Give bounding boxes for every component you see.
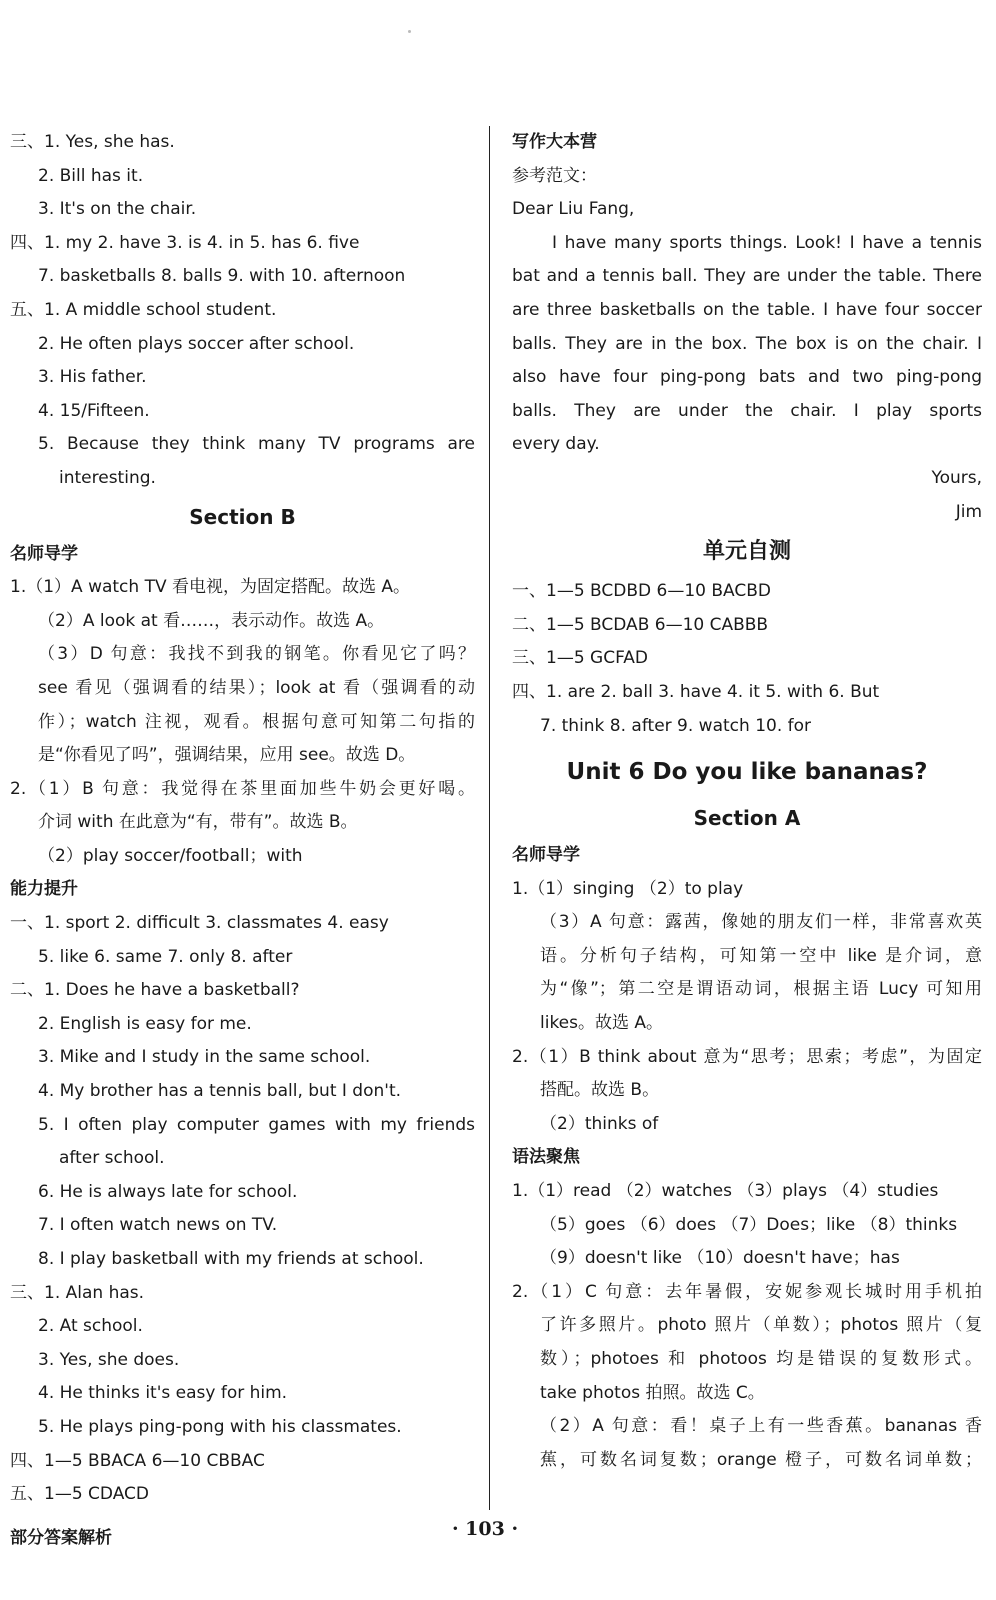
answer-line: take photos 拍照。故选 C。 xyxy=(540,1382,765,1403)
answer-line: 介词 with 在此意为“有，带有”。故选 B。 xyxy=(38,812,358,833)
answer-line: 4. My brother has a tennis ball, but I don't. xyxy=(38,1081,402,1102)
sample-label: 参考范文： xyxy=(512,165,597,186)
section-a-title: Section A xyxy=(693,806,801,831)
letter-line: every day. xyxy=(512,434,600,455)
answer-line: 三、1. Yes, she has. xyxy=(10,132,175,152)
letter-line: I have many sports things. Look! I have a tennis xyxy=(552,232,982,253)
answer-line: 3. His father. xyxy=(38,367,147,388)
scan-speck xyxy=(408,30,411,33)
answer-line: （3）D 句意：我找不到我的钢笔。你看见它了吗？ xyxy=(38,644,475,665)
answer-line: 能力提升 xyxy=(10,879,78,900)
answer-line: 语法聚焦 xyxy=(512,1147,580,1168)
footer-label: 部分答案解析 xyxy=(10,1528,112,1548)
answer-line: 数）；photoes 和 photoos 均是错误的复数形式。 xyxy=(540,1349,982,1369)
answer-line: 2. He often plays soccer after school. xyxy=(38,333,355,354)
answer-line: 语。分析句子结构，可知第一空中 like 是介词，意 xyxy=(540,945,982,966)
answer-line: 四、1. my 2. have 3. is 4. in 5. has 6. five xyxy=(10,232,360,253)
unit-test-answers xyxy=(512,575,982,743)
unit6-title: Unit 6 Do you like bananas? xyxy=(566,759,928,786)
answer-line: 二、1. Does he have a basketball? xyxy=(10,980,300,1001)
answer-line: 7. think 8. after 9. watch 10. for xyxy=(540,715,812,736)
answer-line: 搭配。故选 B。 xyxy=(540,1080,660,1101)
answer-line: 四、1—5 BBACA 6—10 CBBAC xyxy=(10,1450,265,1471)
unit5-section-a-answers xyxy=(10,126,475,496)
answer-line: 2.（1）B think about 意为“思考；思索；考虑”，为固定 xyxy=(512,1046,982,1067)
right-column xyxy=(512,126,982,1477)
answer-line: （5）goes （6）does （7）Does；like （8）thinks xyxy=(540,1214,958,1235)
answer-line: 作）；watch 注视，观看。根据句意可知第二句指的 xyxy=(38,711,475,732)
answer-line: 2. Bill has it. xyxy=(38,165,144,186)
page-number: · 103 · xyxy=(451,1518,519,1540)
answer-line: 三、1. Alan has. xyxy=(10,1282,145,1303)
answer-line: 1.（1）singing （2）to play xyxy=(512,878,744,899)
answer-line: 3. Yes, she does. xyxy=(38,1349,180,1370)
unit-test-title: 单元自测 xyxy=(702,539,791,565)
answer-line: 1.（1）read （2）watches （3）plays （4）studies xyxy=(512,1181,939,1202)
answer-line: 5. Because they think many TV programs are xyxy=(38,434,475,455)
section-b-answers xyxy=(10,538,475,1512)
section-b-title: Section B xyxy=(189,504,296,529)
answer-line: （2）play soccer/football；with xyxy=(38,845,303,866)
answer-line: 四、1. are 2. ball 3. have 4. it 5. with 6. But xyxy=(512,681,880,702)
answer-line: after school. xyxy=(59,1148,165,1169)
answer-line: 3. Mike and I study in the same school. xyxy=(38,1047,371,1068)
answer-line: （2）A 句意：看！桌子上有一些香蕉。bananas 香 xyxy=(540,1416,982,1437)
answer-line: 2. English is easy for me. xyxy=(38,1013,252,1034)
answer-line: 蕉，可数名词复数；orange 橙子，可数名词单数； xyxy=(540,1449,982,1470)
letter-signature: Jim xyxy=(955,501,982,522)
letter-line: are three basketballs on the table. I have four soccer xyxy=(512,299,982,320)
answer-line: 2.（1）B 句意：我觉得在茶里面加些牛奶会更好喝。 xyxy=(10,778,475,799)
answer-line: 7. I often watch news on TV. xyxy=(38,1215,278,1236)
answer-line: 五、1—5 CDACD xyxy=(10,1484,149,1505)
answer-line: 二、1—5 BCDAB 6—10 CABBB xyxy=(512,614,769,635)
answer-line: （2）A look at 看……，表示动作。故选 A。 xyxy=(38,610,385,631)
answer-line: （3）A 句意：露茜，像她的朋友们一样，非常喜欢英 xyxy=(540,912,982,933)
answer-line: 为“像”；第二空是谓语动词，根据主语 Lucy 可知用 xyxy=(540,979,982,1000)
answer-line: 2. At school. xyxy=(38,1316,143,1337)
letter-greeting: Dear Liu Fang, xyxy=(512,199,635,220)
answer-line: 三、1—5 GCFAD xyxy=(512,648,649,669)
letter-line: balls. They are in the box. The box is on the chair. I xyxy=(512,333,982,354)
answer-line: 4. He thinks it's easy for him. xyxy=(38,1383,288,1404)
letter-line: also have four ping-pong bats and two ping-pong xyxy=(512,367,982,388)
column-divider xyxy=(489,126,490,1510)
answer-line: 4. 15/Fifteen. xyxy=(38,400,150,421)
answer-line: 6. He is always late for school. xyxy=(38,1181,298,1202)
answer-line: 7. basketballs 8. balls 9. with 10. afternoon xyxy=(38,266,406,287)
answer-line: interesting. xyxy=(59,467,156,488)
answer-line: （2）thinks of xyxy=(540,1113,659,1134)
answer-line: 5. I often play computer games with my friends xyxy=(38,1114,475,1135)
answer-line: 3. It's on the chair. xyxy=(38,199,197,220)
answer-line: 名师导学 xyxy=(10,543,78,564)
answer-line: likes。故选 A。 xyxy=(540,1013,664,1034)
answer-line: see 看见（强调看的结果）；look at 看（强调看的动 xyxy=(38,677,475,698)
answer-line: 一、1—5 BCDBD 6—10 BACBD xyxy=(512,581,771,602)
answer-line: 一、1. sport 2. difficult 3. classmates 4. easy xyxy=(10,913,389,934)
letter-body xyxy=(512,227,982,462)
answer-line: 1.（1）A watch TV 看电视，为固定搭配。故选 A。 xyxy=(10,577,411,598)
answer-line: 8. I play basketball with my friends at school. xyxy=(38,1249,424,1269)
answer-line: 2.（1）C 句意：去年暑假，安妮参观长城时用手机拍 xyxy=(512,1281,982,1302)
answer-line: 了许多照片。photo 照片（单数）；photos 照片（复 xyxy=(540,1315,982,1336)
writing-heading: 写作大本营 xyxy=(512,132,597,152)
answer-line: 五、1. A middle school student. xyxy=(10,299,277,320)
letter-line: balls. They are under the chair. I play sports xyxy=(512,400,982,421)
answer-line: （9）doesn't like （10）doesn't have；has xyxy=(540,1248,900,1269)
answer-line: 名师导学 xyxy=(512,845,580,866)
letter-line: bat and a tennis ball. They are under the table. There xyxy=(512,266,982,287)
letter-closing: Yours, xyxy=(931,467,982,488)
answer-line: 5. He plays ping-pong with his classmates. xyxy=(38,1416,402,1437)
answer-line: 5. like 6. same 7. only 8. after xyxy=(38,946,293,967)
left-column xyxy=(10,126,475,1512)
answer-line: 是“你看见了吗”，强调结果，应用 see。故选 D。 xyxy=(38,745,416,766)
unit6-section-a-answers xyxy=(512,839,982,1477)
